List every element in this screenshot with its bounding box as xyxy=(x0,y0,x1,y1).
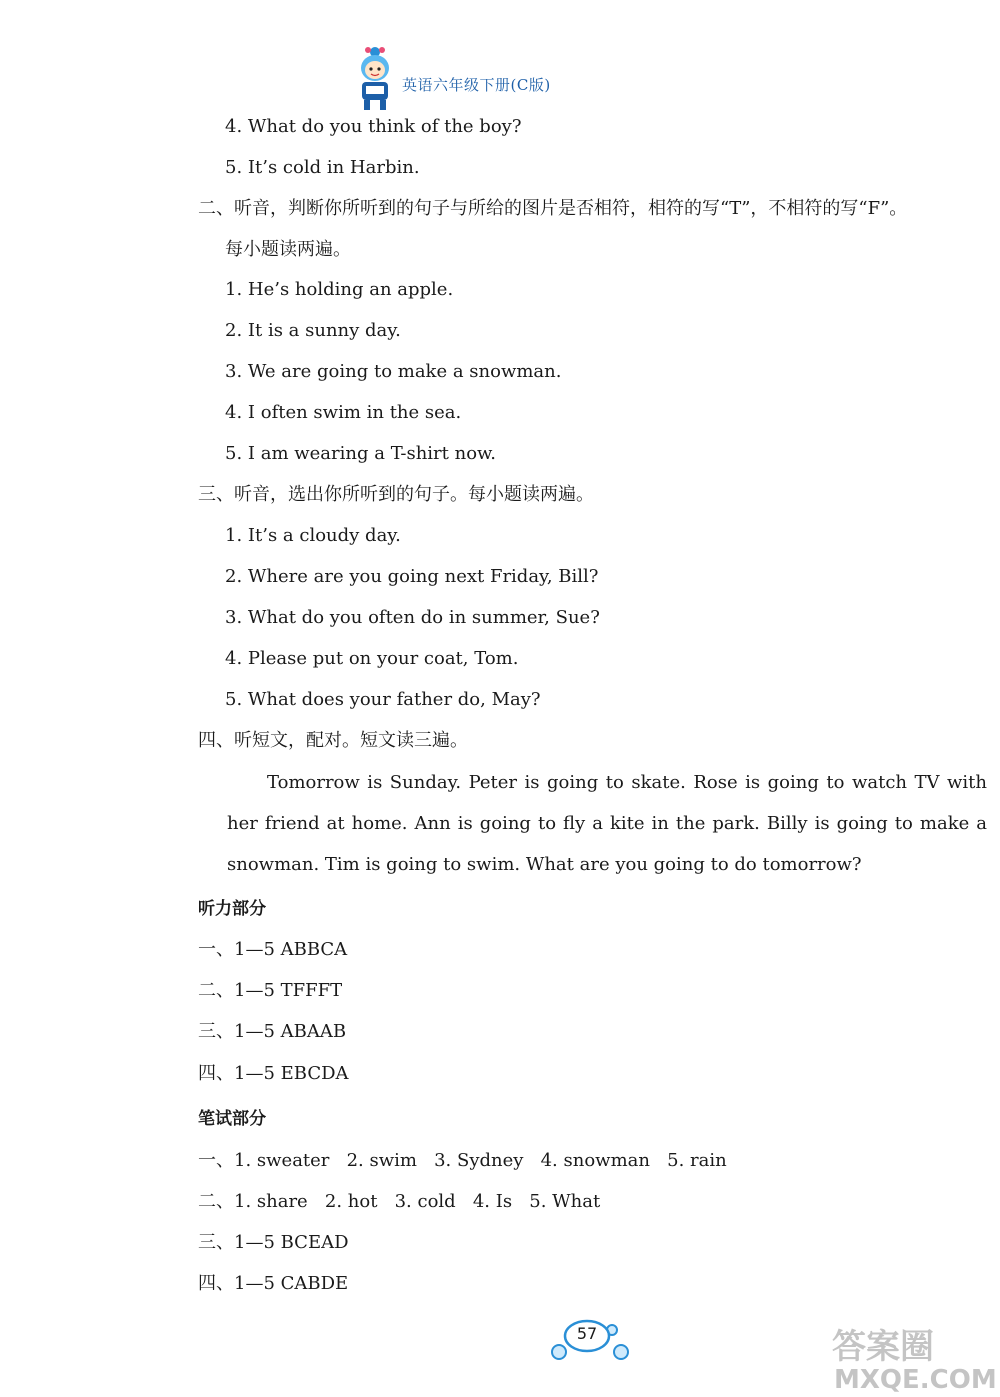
listening-passage: Tomorrow is Sunday. Peter is going to skate. Rose is going to watch TV with her friend at home. Ann is going to fly a kite in the park. Billy is going to make a snowman. Tim is going to swim. What are you going to do tomorrow? xyxy=(227,772,987,875)
answer-row: 二、1—5 TFFFT xyxy=(198,980,343,1001)
answer-row: 三、1—5 BCEAD xyxy=(198,1232,349,1253)
answer-row: 四、1—5 CABDE xyxy=(198,1273,349,1294)
book-title: 英语六年级下册(C版) xyxy=(402,76,551,94)
page-number: 57 xyxy=(576,1324,598,1343)
list-item: 4. What do you think of the boy? xyxy=(225,116,522,137)
list-item: 1. It’s a cloudy day. xyxy=(225,525,401,546)
answer-row: 四、1—5 EBCDA xyxy=(198,1063,349,1084)
svg-text:MXQE.COM: MXQE.COM xyxy=(834,1365,997,1392)
answer-row: 一、1. sweater 2. swim 3. Sydney 4. snowman 5. rain xyxy=(198,1150,727,1171)
mascot-girl-icon xyxy=(352,44,398,112)
section-heading-2: 二、听音，判断你所听到的句子与所给的图片是否相符，相符的写“T”，不相符的写“F”。 xyxy=(198,198,908,219)
answer-row: 一、1—5 ABBCA xyxy=(198,939,348,960)
page-number-badge xyxy=(550,1318,630,1368)
written-answers-title: 笔试部分 xyxy=(198,1109,266,1129)
svg-text:答案圈: 答案圈 xyxy=(832,1327,934,1367)
list-item: 5. What does your father do, May? xyxy=(225,689,541,710)
site-watermark-logo xyxy=(830,1322,998,1392)
list-item: 2. It is a sunny day. xyxy=(225,320,401,341)
answer-row: 三、1—5 ABAAB xyxy=(198,1021,347,1042)
listening-answers-title: 听力部分 xyxy=(198,899,266,919)
page-header xyxy=(352,44,582,114)
list-item: 1. He’s holding an apple. xyxy=(225,279,454,300)
list-item: 3. We are going to make a snowman. xyxy=(225,361,562,382)
section-heading-4: 四、听短文，配对。短文读三遍。 xyxy=(198,730,468,751)
section-heading-3: 三、听音，选出你所听到的句子。每小题读两遍。 xyxy=(198,484,594,505)
list-item: 4. Please put on your coat, Tom. xyxy=(225,648,519,669)
list-item: 3. What do you often do in summer, Sue? xyxy=(225,607,600,628)
list-item: 5. I am wearing a T-shirt now. xyxy=(225,443,497,464)
answer-row: 二、1. share 2. hot 3. cold 4. Is 5. What xyxy=(198,1191,601,1212)
list-item: 4. I often swim in the sea. xyxy=(225,402,462,423)
list-item: 2. Where are you going next Friday, Bill? xyxy=(225,566,599,587)
section-heading-2-cont: 每小题读两遍。 xyxy=(225,239,351,260)
list-item: 5. It’s cold in Harbin. xyxy=(225,157,420,178)
